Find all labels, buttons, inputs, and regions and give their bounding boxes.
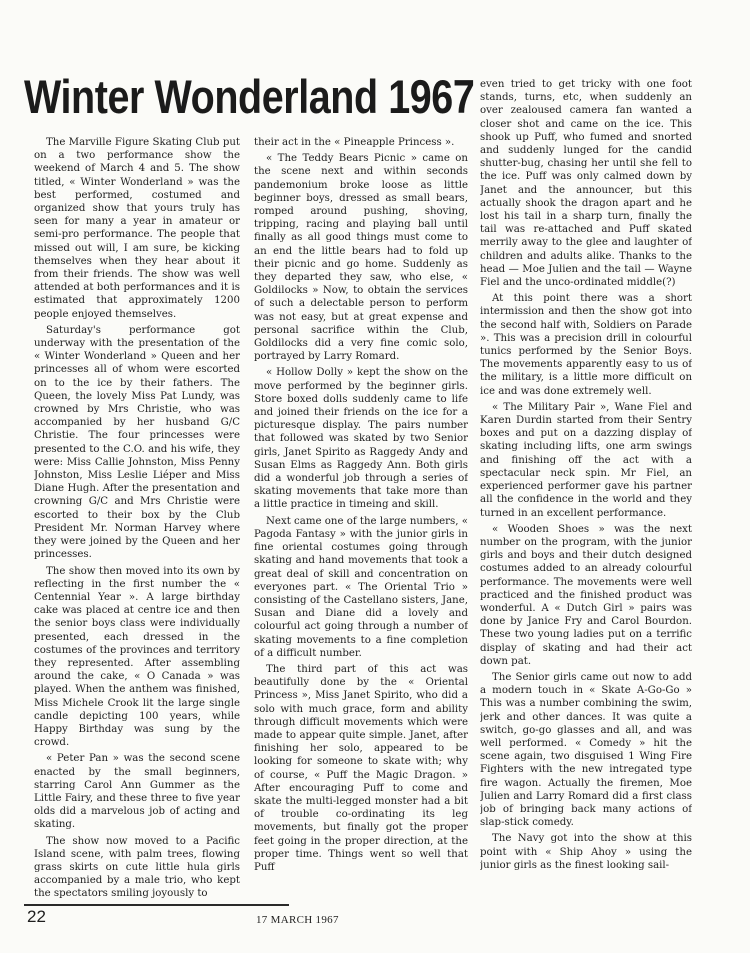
paragraph: « The Teddy Bears Picnic » came on the scene next and within seconds pandemonium broke loose as little beginner boys, dressed as small bears, romped around pushing, shoving, tripping, racing and playing ball until finally as all good things must come to an end the little bears had to fold up their picnic and go home. Suddenly as they departed they saw, who else, « Goldilocks » Now, to obtain the services of such a delectable person to perform was not easy, but at great expense and personal sacrifice within the Club, Goldilocks did a very fine comic solo, portrayed by Larry Romard. xyxy=(254,153,468,363)
paragraph: « Wooden Shoes » was the next number on the program, with the junior girls and boys and their dutch designed costumes added to an already colourful performance. The movements were well practiced and the finished product was wonderful. A « Dutch Girl » pairs was done by Janice Fry and Carol Bourdon. These two young ladies put on a terrific display of skating and had their act down pat. xyxy=(480,523,692,667)
article-column-2 xyxy=(254,136,468,902)
page-number: 22 xyxy=(27,907,46,926)
paragraph: At this point there was a short intermission and then the show got into the second half with, Soldiers on Parade ». This was a precision drill in colourful tunics performed by the Senior Boys. The movements apparently easy to us of the military, is a little more difficult on ice and was done extremely well. xyxy=(480,293,692,397)
paragraph: even tried to get tricky with one foot stands, turns, etc, when suddenly an over zealoused camera fan wanted a closer shot and came on the ice. This shook up Puff, who fumed and snorted and suddenly lunged for the candid shutter-bug, chasing her until she fell to the ice. Puff was only calmed down by Janet and the announcer, but this actually shook the dragon apart and he lost his tail in a sharp turn, finally the tail was re-attached and Puff skated merrily away to the glee and laughter of children and adults alike. Thanks to the head — Moe Julien and the tail — Wayne Fiel and the unco-ordinated middle(?) xyxy=(480,79,692,289)
paragraph: The show now moved to a Pacific Island scene, with palm trees, flowing grass skirts on cute little hula girls accompanied by a male trio, who kept the spectators smiling joyously to xyxy=(34,835,240,900)
paragraph: The Marville Figure Skating Club put on a two performance show the weekend of March 4 and 5. The show titled, « Winter Wonderland » was the best performed, costumed and organized show that yours truly has seen for many a year in amateur or semi-pro performance. The people that missed out will, I am sure, be kicking themselves when they hear about it from their friends. The show was well attended at both performances and it is estimated that approximately 1200 people enjoyed themselves. xyxy=(34,137,240,320)
article-column-1 xyxy=(34,136,240,902)
paragraph: The Senior girls came out now to add a modern touch in « Skate A-Go-Go » This was a number combining the swim, jerk and other dances. It was quite a switch, go-go glasses and all, and was well performed. « Comedy » hit the scene again, two disguised 1 Wing Fire Fighters with the new intregated type fire wagon. Actually the firemen, Moe Julien and Larry Romard did a first class job of bringing back many actions of slap-stick comedy. xyxy=(480,671,692,829)
paragraph: The Navy got into the show at this point with « Ship Ahoy » using the junior girls as the finest looking sail- xyxy=(480,833,692,871)
paragraph: « The Military Pair », Wane Fiel and Karen Durdin started from their Sentry boxes and put on a dazzing display of skating including lifts, one arm swings and finishing off the act with a spectacular neck spin. Mr Fiel, an experienced performer gave his partner all the confidence in the world and they turned in an excellent performance. xyxy=(480,401,692,519)
paragraph: Next came one of the large numbers, « Pagoda Fantasy » with the junior girls in fine oriental costumes going through skating and hand movements that took a great deal of skill and concentration on everyones part. « The Oriental Trio » consisting of the Castellano sisters, Jane, Susan and Diane did a lovely and colourful act going through a number of skating movements to a fine completion of a difficult number. xyxy=(254,515,468,659)
article-title: Winter Wonderland 1967 xyxy=(24,70,475,123)
paragraph: « Hollow Dolly » kept the show on the move performed by the beginner girls. Store boxed dolls suddenly came to life and joined their friends on the ice for a picturesque display. The pairs number that followed was skated by two Senior girls, Janet Spirito as Raggedy Andy and Susan Elms as Raggedy Ann. Both girls did a wonderful job through a series of skating movements that take more than a little practice in timeing and skill. xyxy=(254,367,468,511)
issue-date: 17 MARCH 1967 xyxy=(256,914,339,926)
paragraph: « Peter Pan » was the second scene enacted by the small beginners, starring Carol Ann Gummer as the Little Fairy, and these three to five year olds did a marvelous job of acting and skating. xyxy=(34,753,240,831)
paragraph: The third part of this act was beautifully done by the « Oriental Princess », Miss Janet Spirito, who did a solo with much grace, form and ability through difficult movements which were made to appear quite simple. Janet, after finishing her solo, appeared to be looking for someone to skate with; why of course, « Puff the Magic Dragon. » After encouraging Puff to come and skate the multi-legged monster had a bit of trouble co-ordinating its leg movements, but finally got the proper feet going in the proper direction, at the proper time. Things went so well that Puff xyxy=(254,663,468,873)
paragraph: The show then moved into its own by reflecting in the first number the « Centennial Year ». A large birthday cake was placed at centre ice and then the senior boys class were individually presented, each dressed in the costumes of the provinces and territory they represented. After assembling around the cake, « O Canada » was played. When the anthem was finished, Miss Michele Crook lit the large single candle depicting 100 years, while Happy Birthday was sung by the crowd. xyxy=(34,565,240,749)
paragraph: Saturday's performance got underway with the presentation of the « Winter Wonderland » Queen and her princesses all of whom were escorted on to the ice by their fathers. The Queen, the lovely Miss Pat Lundy, was crowned by Mrs Christie, who was accompanied by her husband G/C Christie. The four princesses were presented to the C.O. and his wife, they were: Miss Callie Johnston, Miss Penny Johnston, Miss Leslie Liéper and Miss Diane Hugh. After the presentation and crowning G/C and Mrs Christie were escorted to their box by the Club President Mr. Norman Harvey where they were joined by the Queen and her princesses. xyxy=(34,324,240,561)
paragraph: their act in the « Pineapple Princess ». xyxy=(254,137,455,148)
footer-rule xyxy=(24,904,289,906)
article-column-3 xyxy=(480,78,692,904)
